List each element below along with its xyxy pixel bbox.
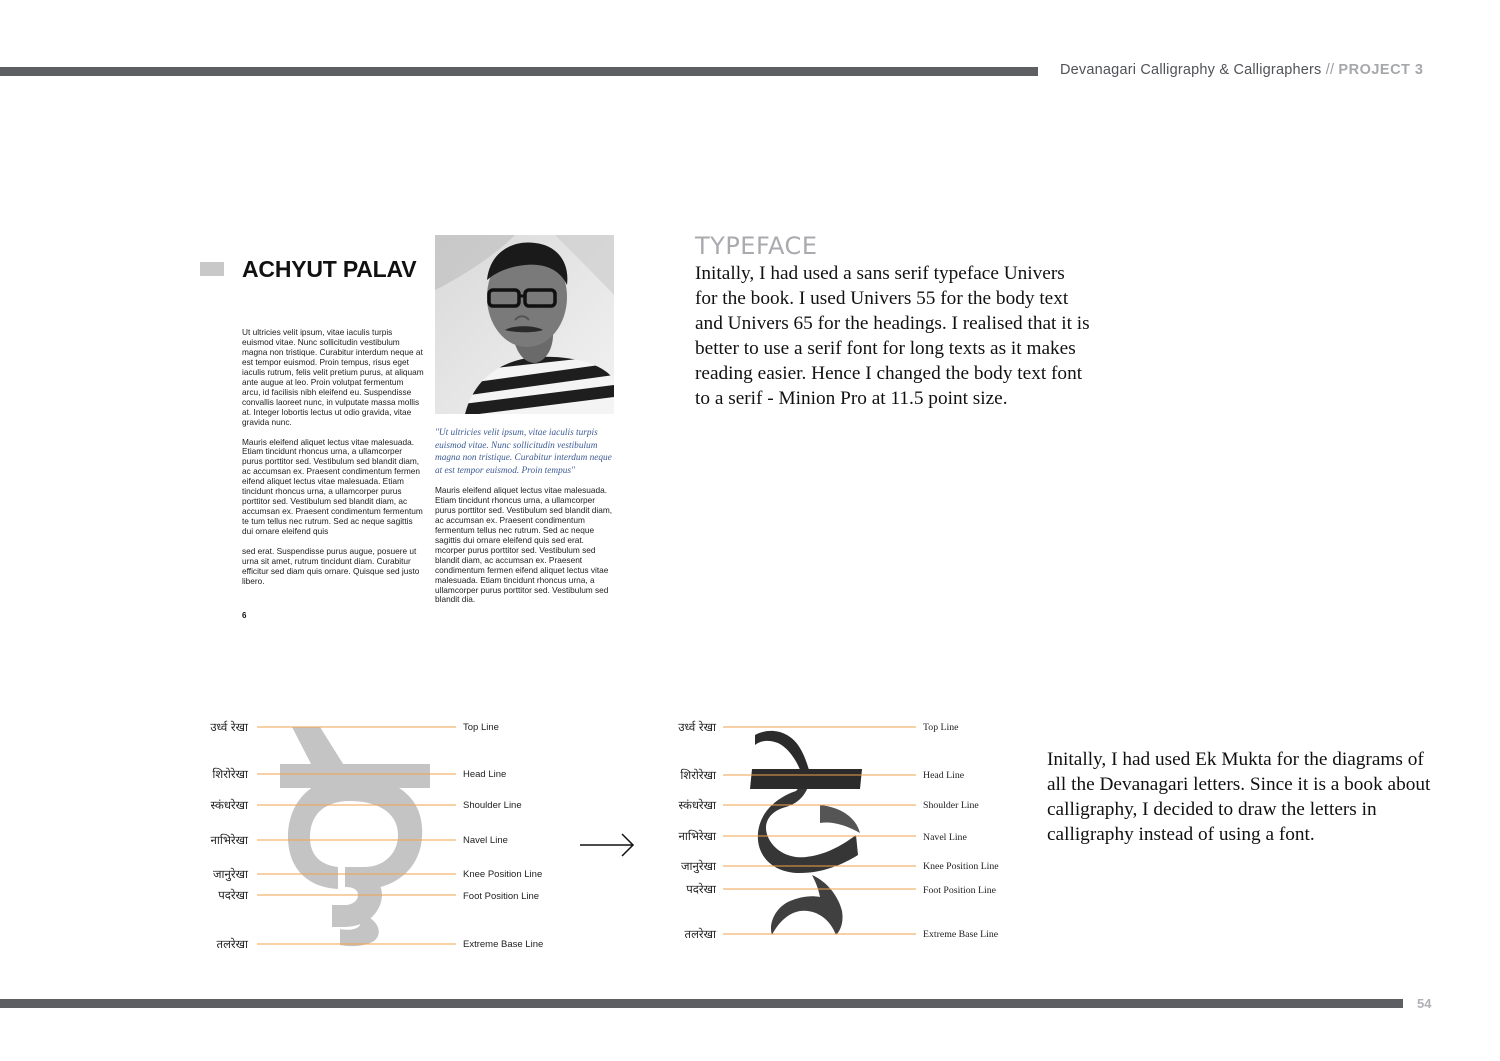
spread-paragraph: Mauris eleifend aliquet lectus vitae malesuada. Etiam tincidunt rhoncus urna, a ullamcorper purus porttitor sed. Vestibulum sed blandit diam, ac accumsan ex. Praesent condimentum fermentum tellus nec rutrum. Sed ac neque sagittis dui ornare eleifend quis sed erat. mcorper purus porttitor sed. Vestibulum sed blandit diam, ac accumsan ex. Praesent condimentum fermen eifend aliquet lectus vitae malesuada. Etiam tincidunt rhoncus urna, a ullamcorper purus porttitor sed. Vestibulum sed blandit dia.: [435, 485, 613, 605]
pull-quote: "Ut ultricies velit ipsum, vitae iaculis turpis euismod vitae. Nunc sollicitudin vestibulum magna non tristique. Curabitur interdum neque at est tempor euismod. Proin tempus": [435, 428, 612, 476]
line-label-english: Shoulder Line: [463, 800, 522, 811]
line-label-devanagari: पदरेखा: [686, 882, 716, 896]
line-label-english: Extreme Base Line: [463, 939, 544, 950]
font-english-labels: [463, 722, 543, 950]
line-label-devanagari: तलरेखा: [684, 927, 716, 941]
header-title: [1060, 62, 1424, 78]
font-glyph: [280, 727, 430, 946]
line-label-english: Foot Position Line: [923, 885, 996, 896]
heading-marker: [200, 262, 224, 276]
calligraphy-english-labels: [923, 722, 999, 940]
calligraphy-devanagari-labels: [678, 720, 717, 941]
arrow-right-icon: [578, 830, 638, 860]
spread-page-number: 6: [242, 611, 247, 620]
spread-column-right: [435, 486, 615, 615]
header-title-text: Devanagari Calligraphy & Calligraphers: [1060, 62, 1322, 78]
spread-heading: ACHYUT PALAV: [242, 256, 417, 282]
line-label-english: Head Line: [463, 769, 507, 780]
header-rule: [0, 67, 1038, 76]
line-label-devanagari: उर्ध्व रेखा: [678, 720, 716, 734]
line-label-devanagari: जानुरेखा: [681, 859, 716, 873]
line-label-english: Top Line: [923, 722, 959, 733]
line-label-english: Navel Line: [923, 832, 967, 843]
line-label-devanagari: शिरोरेखा: [680, 768, 716, 782]
line-label-devanagari: उर्ध्व रेखा: [210, 720, 248, 734]
line-label-devanagari: नाभिरेखा: [210, 833, 248, 847]
section-heading: TYPEFACE: [695, 232, 818, 260]
line-label-english: Shoulder Line: [923, 800, 979, 811]
font-letter-diagram: [200, 705, 570, 965]
calligraphy-glyph: [750, 731, 862, 935]
header-separator: //: [1325, 62, 1335, 78]
line-label-english: Navel Line: [463, 835, 508, 846]
line-label-devanagari: जानुरेखा: [213, 867, 248, 881]
line-label-devanagari: स्कंधरेखा: [210, 798, 248, 812]
spread-column-left: [242, 328, 424, 597]
line-label-english: Knee Position Line: [463, 869, 543, 880]
line-label-english: Top Line: [463, 722, 499, 733]
line-label-devanagari: नाभिरेखा: [678, 829, 716, 843]
footer-rule: [0, 999, 1403, 1008]
line-label-devanagari: स्कंधरेखा: [678, 798, 716, 812]
line-label-english: Head Line: [923, 770, 965, 781]
spread-paragraph: sed erat. Suspendisse purus augue, posuere ut urna sit amet, rutrum tincidunt diam. Curabitur efficitur sed diam quis ornare. Quisque sed justo libero.: [242, 546, 420, 586]
header-project-label: PROJECT 3: [1338, 62, 1424, 78]
line-label-devanagari: शिरोरेखा: [212, 767, 248, 781]
line-label-english: Extreme Base Line: [923, 929, 999, 940]
portrait-photo: [435, 235, 614, 414]
spread-paragraph: Ut ultricies velit ipsum, vitae iaculis turpis euismod vitae. Nunc sollicitudin vestibulum magna non tristique. Curabitur interdum neque at est tempor euismod. Proin tempus, risus eget iaculis rutrum, felis velit pretium purus, at aliquam ante augue at leo. Proin volutpat fermentum arcu, id facilisis nibh eleifend eu. Suspendisse convallis laoreet nunc, in vulputate massa mollis at. Integer lobortis lectus ut odio gravida, vitae gravida nunc.: [242, 327, 424, 427]
line-label-english: Foot Position Line: [463, 891, 540, 902]
line-label-devanagari: पदरेखा: [218, 888, 248, 902]
calligraphy-letter-diagram: [660, 705, 1030, 965]
typeface-description: Initally, I had used a sans serif typeface Univers for the book. I used Univers 55 for the body text and Univers 65 for the headings. I realised that it is better to use a serif font for long texts as it makes reading easier. Hence I changed the body text font to a serif - Minion Pro at 11.5 point size.: [695, 263, 1090, 409]
line-label-devanagari: तलरेखा: [216, 937, 248, 951]
font-devanagari-labels: [210, 720, 249, 951]
line-label-english: Knee Position Line: [923, 861, 999, 872]
page-number: 54: [1417, 996, 1432, 1011]
calligraphy-description: Initally, I had used Ek Mukta for the diagrams of all the Devanagari letters. Since it is a book about calligraphy, I decided to draw the letters in calligraphy instead of using a font.: [1047, 749, 1431, 845]
spread-paragraph: Mauris eleifend aliquet lectus vitae malesuada. Etiam tincidunt rhoncus urna, a ullamcorper purus porttitor sed. Vestibulum sed blandit diam, ac accumsan ex. Praesent condimentum fermen eifend aliquet lectus vitae malesuada. Etiam tincidunt rhoncus urna, a ullamcorper purus porttitor sed. Vestibulum sed blandit diam, ac accumsan ex. Praesent condimentum fermentum te tum tellus nec rutrum. Sed ac neque sagittis dui ornare eleifend quis: [242, 436, 423, 537]
